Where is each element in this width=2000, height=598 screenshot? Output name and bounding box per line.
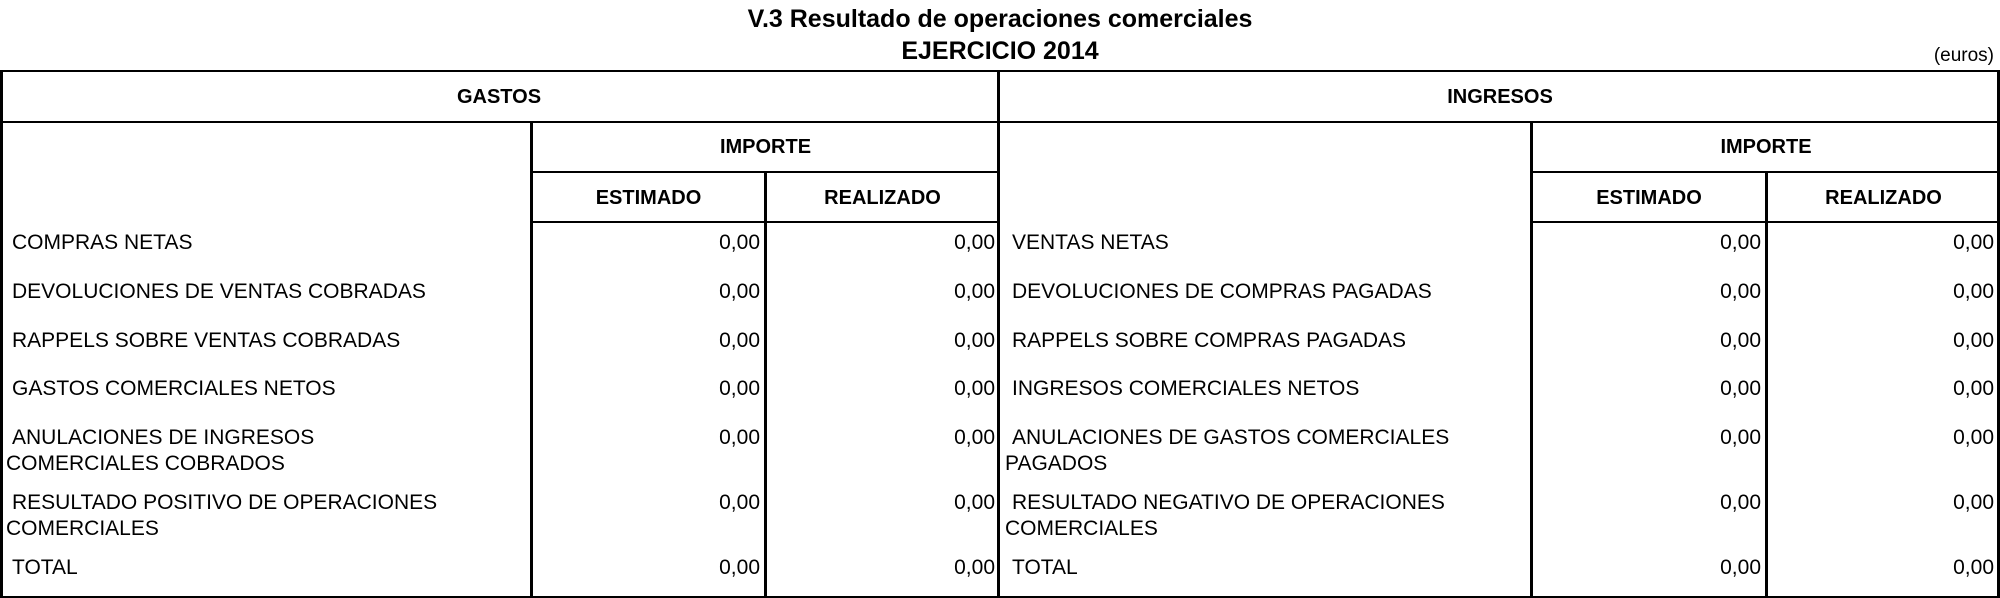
gastos-row-realizado: 0,00 bbox=[954, 231, 995, 254]
ingresos-row-estimado: 0,00 bbox=[1720, 329, 1761, 352]
ingresos-row-realizado: 0,00 bbox=[1953, 426, 1994, 449]
gastos-row-realizado: 0,00 bbox=[954, 329, 995, 352]
ingresos-row-label: VENTAS NETAS bbox=[1012, 231, 1169, 254]
ingresos-row-label: RAPPELS SOBRE COMPRAS PAGADAS bbox=[1012, 329, 1407, 352]
gastos-total-realizado: 0,00 bbox=[954, 556, 995, 579]
gastos-row-realizado: 0,00 bbox=[954, 280, 995, 303]
gastos-importe-header: IMPORTE bbox=[719, 136, 812, 158]
page-title: V.3 Resultado de operaciones comerciales bbox=[747, 5, 1253, 33]
ingresos-realizado-header: REALIZADO bbox=[1825, 187, 1942, 209]
gastos-header: GASTOS bbox=[456, 86, 542, 108]
ingresos-row-estimado: 0,00 bbox=[1720, 426, 1761, 449]
gastos-row-label: RAPPELS SOBRE VENTAS COBRADAS bbox=[12, 329, 401, 352]
gastos-row-realizado: 0,00 bbox=[954, 491, 995, 514]
gastos-row-label-continued: COMERCIALES bbox=[6, 517, 159, 540]
gastos-row-label: RESULTADO POSITIVO DE OPERACIONES bbox=[12, 491, 438, 514]
gastos-total-label: TOTAL bbox=[12, 556, 78, 579]
ingresos-row-label: INGRESOS COMERCIALES NETOS bbox=[1012, 377, 1360, 400]
gastos-row-estimado: 0,00 bbox=[719, 280, 760, 303]
ingresos-estimado-header: ESTIMADO bbox=[1596, 187, 1702, 209]
page-subtitle: EJERCICIO 2014 bbox=[901, 37, 1099, 65]
ingresos-row-estimado: 0,00 bbox=[1720, 280, 1761, 303]
ingresos-row-label: ANULACIONES DE GASTOS COMERCIALES bbox=[1012, 426, 1450, 449]
ingresos-row-realizado: 0,00 bbox=[1953, 280, 1994, 303]
ingresos-total-estimado: 0,00 bbox=[1720, 556, 1761, 579]
ingresos-row-estimado: 0,00 bbox=[1720, 491, 1761, 514]
ingresos-total-label: TOTAL bbox=[1012, 556, 1078, 579]
gastos-total-estimado: 0,00 bbox=[719, 556, 760, 579]
ingresos-row-label: RESULTADO NEGATIVO DE OPERACIONES bbox=[1012, 491, 1445, 514]
gastos-row-label-continued: COMERCIALES COBRADOS bbox=[6, 452, 285, 475]
table-border-top bbox=[0, 70, 2000, 72]
ingresos-row-label: DEVOLUCIONES DE COMPRAS PAGADAS bbox=[1012, 280, 1432, 303]
gastos-row-realizado: 0,00 bbox=[954, 377, 995, 400]
ingresos-row-realizado: 0,00 bbox=[1953, 377, 1994, 400]
gastos-row-label: GASTOS COMERCIALES NETOS bbox=[12, 377, 336, 400]
gastos-row-estimado: 0,00 bbox=[719, 491, 760, 514]
ingresos-importe-header: IMPORTE bbox=[1720, 136, 1812, 158]
gastos-row-estimado: 0,00 bbox=[719, 426, 760, 449]
ingresos-row-estimado: 0,00 bbox=[1720, 377, 1761, 400]
gastos-row-estimado: 0,00 bbox=[719, 329, 760, 352]
ingresos-header: INGRESOS bbox=[1447, 86, 1553, 108]
ingresos-row-realizado: 0,00 bbox=[1953, 329, 1994, 352]
gastos-row-estimado: 0,00 bbox=[719, 231, 760, 254]
gastos-row-label: DEVOLUCIONES DE VENTAS COBRADAS bbox=[12, 280, 426, 303]
gastos-row-label: COMPRAS NETAS bbox=[12, 231, 193, 254]
gastos-estimado-header: ESTIMADO bbox=[595, 187, 702, 209]
unit-label: (euros) bbox=[1933, 45, 1994, 66]
gastos-row-estimado: 0,00 bbox=[719, 377, 760, 400]
header-divider bbox=[0, 121, 2000, 123]
gastos-realizado-header: REALIZADO bbox=[824, 187, 941, 209]
ingresos-total-realizado: 0,00 bbox=[1953, 556, 1994, 579]
ingresos-row-label-continued: COMERCIALES bbox=[1005, 517, 1158, 540]
ingresos-row-realizado: 0,00 bbox=[1953, 491, 1994, 514]
gastos-row-label: ANULACIONES DE INGRESOS bbox=[12, 426, 315, 449]
ingresos-row-realizado: 0,00 bbox=[1953, 231, 1994, 254]
ingresos-row-estimado: 0,00 bbox=[1720, 231, 1761, 254]
gastos-row-realizado: 0,00 bbox=[954, 426, 995, 449]
ingresos-row-label-continued: PAGADOS bbox=[1005, 452, 1108, 475]
